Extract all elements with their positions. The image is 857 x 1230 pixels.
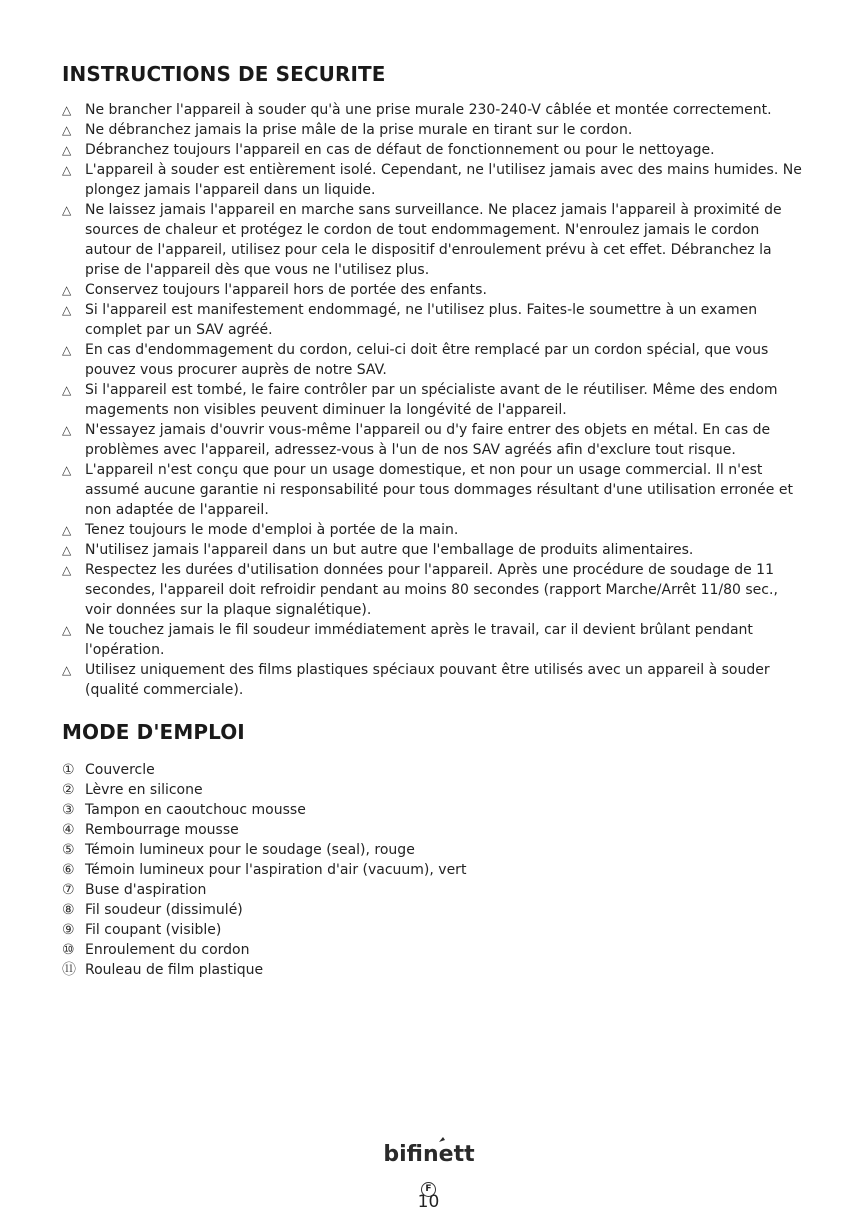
safety-item-text: Utilisez uniquement des films plastiques spéciaux pouvant être utilisés avec un appareil à souder (qualité commerciale). <box>85 662 770 698</box>
warning-triangle-icon: △ <box>62 303 72 317</box>
part-item <box>62 760 802 780</box>
part-number: ① <box>62 762 75 778</box>
brand-logo <box>0 1136 857 1170</box>
brand-logo-text: bifinett <box>382 1142 475 1167</box>
part-label: Enroulement du cordon <box>85 942 250 958</box>
part-label: Fil soudeur (dissimulé) <box>85 902 243 918</box>
warning-triangle-icon: △ <box>62 663 72 677</box>
safety-item <box>62 540 802 560</box>
safety-item-text: L'appareil n'est conçu que pour un usage domestique, et non pour un usage commercial. Il n'est assumé aucune garantie ni responsabilité pour tous dommages résultant d'une utilisation erronée et non adaptée de l'appareil. <box>85 462 793 518</box>
part-item <box>62 940 802 960</box>
safety-item <box>62 620 802 660</box>
part-item <box>62 920 802 940</box>
safety-item-text: Ne laissez jamais l'appareil en marche sans surveillance. Ne placez jamais l'appareil à proximité de sources de chaleur et protégez le cordon de tout endommagement. N'enroulez jamais le cordon autour de l'appareil, utilisez pour cela le dispositif d'enroulement prévu à cet effet. Débranchez la prise de l'appareil dès que vous ne l'utilisez plus. <box>85 202 782 278</box>
part-number: ⑥ <box>62 862 75 878</box>
safety-item <box>62 660 802 700</box>
part-label: Rouleau de film plastique <box>85 962 264 978</box>
safety-item <box>62 460 802 520</box>
part-item <box>62 840 802 860</box>
part-number: ② <box>62 782 75 798</box>
warning-triangle-icon: △ <box>62 463 72 477</box>
part-number: ⑦ <box>62 882 75 898</box>
part-label: Tampon en caoutchouc mousse <box>85 802 306 818</box>
part-item <box>62 820 802 840</box>
part-label: Témoin lumineux pour l'aspiration d'air (vacuum), vert <box>85 862 467 878</box>
warning-triangle-icon: △ <box>62 343 72 357</box>
part-label: Témoin lumineux pour le soudage (seal), rouge <box>85 842 415 858</box>
safety-item-text: Tenez toujours le mode d'emploi à portée de la main. <box>85 522 459 538</box>
safety-item-text: N'essayez jamais d'ouvrir vous-même l'appareil ou d'y faire entrer des objets en métal. En cas de problèmes avec l'appareil, adressez-vous à l'un de nos SAV agréés afin d'exclure tout risque. <box>85 422 771 458</box>
safety-item <box>62 520 802 540</box>
safety-item <box>62 160 802 200</box>
part-number: ⑤ <box>62 842 75 858</box>
warning-triangle-icon: △ <box>62 203 72 217</box>
warning-triangle-icon: △ <box>62 623 72 637</box>
safety-item <box>62 380 802 420</box>
safety-item <box>62 140 802 160</box>
warning-triangle-icon: △ <box>62 423 72 437</box>
safety-item-text: Débranchez toujours l'appareil en cas de défaut de fonctionnement ou pour le nettoyage. <box>85 142 715 158</box>
safety-item-text: Ne touchez jamais le fil soudeur immédiatement après le travail, car il devient brûlant pendant l'opération. <box>85 622 753 658</box>
safety-item <box>62 300 802 340</box>
usage-heading: MODE D'EMPLOI <box>62 720 245 744</box>
safety-item-text: Si l'appareil est manifestement endommagé, ne l'utilisez plus. Faites-le soumettre à un examen complet par un SAV agréé. <box>85 302 758 338</box>
warning-triangle-icon: △ <box>62 163 72 177</box>
part-number: ⑩ <box>62 942 75 958</box>
part-number: ⑧ <box>62 902 75 918</box>
part-item <box>62 960 802 980</box>
warning-triangle-icon: △ <box>62 563 72 577</box>
warning-triangle-icon: △ <box>62 143 72 157</box>
warning-triangle-icon: △ <box>62 283 72 297</box>
brand-logo-graphic <box>383 1136 475 1170</box>
safety-item <box>62 420 802 460</box>
part-label: Lèvre en silicone <box>85 782 203 798</box>
warning-triangle-icon: △ <box>62 103 72 117</box>
safety-item-text: En cas d'endommagement du cordon, celui-ci doit être remplacé par un cordon spécial, que vous pouvez vous procurer auprès de notre SAV. <box>85 342 769 378</box>
warning-triangle-icon: △ <box>62 543 72 557</box>
parts-list <box>62 760 802 980</box>
safety-heading: INSTRUCTIONS DE SECURITE <box>62 62 386 86</box>
safety-list <box>62 100 802 700</box>
part-number: ③ <box>62 802 75 818</box>
safety-item-text: L'appareil à souder est entièrement isolé. Cependant, ne l'utilisez jamais avec des mains humides. Ne plongez jamais l'appareil dans un liquide. <box>85 162 802 198</box>
safety-item <box>62 280 802 300</box>
part-number: ⑪ <box>62 962 76 978</box>
safety-item-text: Ne brancher l'appareil à souder qu'à une prise murale 230-240-V câblée et montée correctement. <box>85 102 772 118</box>
warning-triangle-icon: △ <box>62 523 72 537</box>
safety-item-text: Ne débranchez jamais la prise mâle de la prise murale en tirant sur le cordon. <box>85 122 633 138</box>
part-label: Rembourrage mousse <box>85 822 239 838</box>
safety-item <box>62 200 802 280</box>
part-number: ④ <box>62 822 75 838</box>
language-code: F <box>421 1182 436 1197</box>
part-label: Buse d'aspiration <box>85 882 207 898</box>
warning-triangle-icon: △ <box>62 383 72 397</box>
part-item <box>62 780 802 800</box>
part-item <box>62 880 802 900</box>
warning-triangle-icon: △ <box>62 123 72 137</box>
safety-item <box>62 100 802 120</box>
safety-item-text: N'utilisez jamais l'appareil dans un but autre que l'emballage de produits alimentaires. <box>85 542 694 558</box>
part-label: Couvercle <box>85 762 155 778</box>
part-number: ⑨ <box>62 922 75 938</box>
safety-item <box>62 340 802 380</box>
safety-item <box>62 560 802 620</box>
safety-item <box>62 120 802 140</box>
page-number: 10 <box>417 1192 440 1212</box>
safety-item-text: Si l'appareil est tombé, le faire contrôler par un spécialiste avant de le réutiliser. Même des endom magements non visibles peuvent diminuer la longévité de l'appareil. <box>85 382 778 418</box>
part-item <box>62 800 802 820</box>
part-item <box>62 900 802 920</box>
safety-item-text: Respectez les durées d'utilisation données pour l'appareil. Après une procédure de soudage de 11 secondes, l'appareil doit refroidir pendant au moins 80 secondes (rapport Marche/Arrêt 11/80 sec., voir données sur la plaque signalétique). <box>85 562 778 618</box>
part-item <box>62 860 802 880</box>
safety-item-text: Conservez toujours l'appareil hors de portée des enfants. <box>85 282 487 298</box>
part-label: Fil coupant (visible) <box>85 922 222 938</box>
